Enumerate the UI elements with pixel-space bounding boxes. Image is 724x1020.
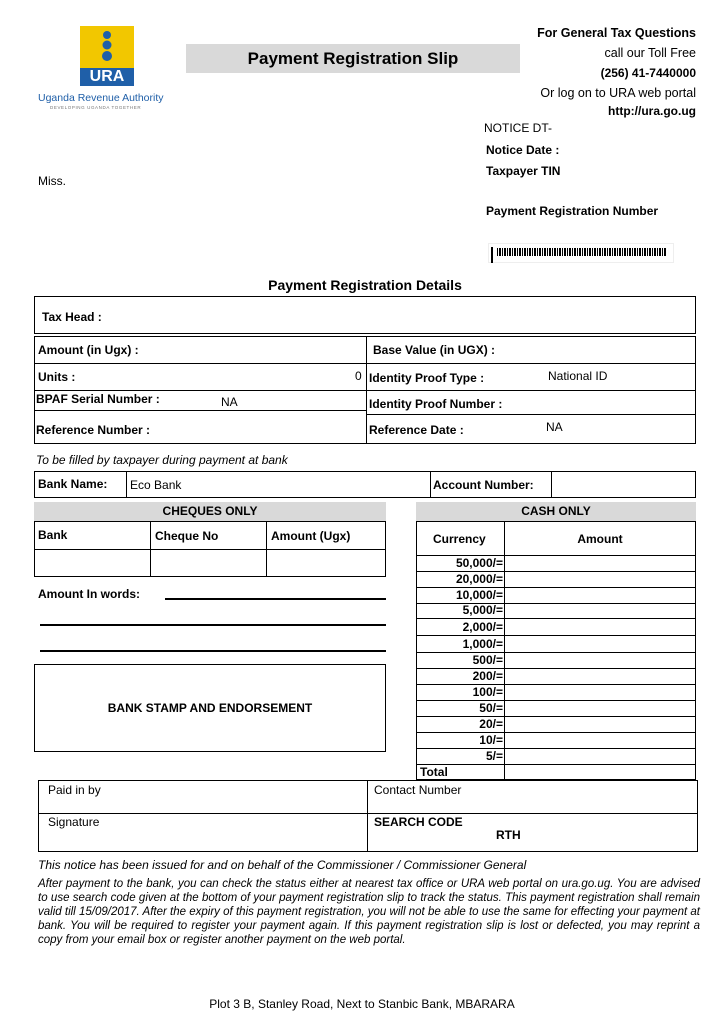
taxpayer-tin-label: Taxpayer TIN (486, 164, 561, 178)
footer-instructions: After payment to the bank, you can check the status either at nearest tax office or URA web portal on ura.go.ug. You are advised to use search code given at the bottom of your payment registration slip to track the status. This payment registration shall remain valid till 15/09/2017. After the expiry of this payment registration, you will not be able to use the same for effecting your payment at bank. You will be required to register your payment again. If this payment registration slip is lost or defected, you may reprint a copy from your email box or register another payment on the web portal. (38, 878, 700, 946)
details-heading: Payment Registration Details (268, 277, 462, 293)
cash-row-divider (416, 618, 696, 619)
barcode-icon (489, 244, 675, 264)
cash-denomination: 5/= (485, 749, 503, 763)
id-proof-number-label: Identity Proof Number : (369, 397, 503, 411)
cash-denomination: 5,000/= (462, 603, 503, 617)
addressee-salutation: Miss. (38, 174, 66, 188)
reference-date-value: NA (546, 420, 563, 434)
notice-issued: This notice has been issued for and on behalf of the Commissioner / Commissioner General (38, 858, 527, 872)
ura-logo (36, 26, 176, 112)
tax-head-row (34, 296, 696, 334)
contact-number-label: Contact Number (374, 783, 462, 797)
notice-date-label: Notice Date : (486, 143, 560, 157)
tax-head-label: Tax Head : (42, 310, 102, 324)
amount-in-words-label: Amount In words: (38, 587, 140, 601)
logo-org-name: Uganda Revenue Authority (38, 92, 164, 104)
cash-col-amount: Amount (577, 532, 623, 546)
cheques-col-amount: Amount (Ugx) (271, 529, 351, 543)
taxpayer-note: To be filled by taxpayer during payment at bank (36, 453, 288, 467)
barcode (488, 243, 674, 263)
contact-heading: For General Tax Questions (537, 26, 696, 40)
cash-denomination: 200/= (472, 669, 503, 683)
search-code-label: SEARCH CODE (374, 815, 463, 829)
bank-stamp-label: BANK STAMP AND ENDORSEMENT (107, 701, 313, 715)
logo-tagline: DEVELOPING UGANDA TOGETHER (50, 105, 142, 110)
reference-date-label: Reference Date : (369, 423, 464, 437)
cash-denomination: 20,000/= (455, 572, 503, 586)
account-number-label: Account Number: (433, 478, 534, 492)
contact-line1: call our Toll Free (604, 46, 696, 60)
bpaf-label: BPAF Serial Number : (36, 392, 160, 406)
units-label: Units : (38, 370, 76, 384)
prn-label: Payment Registration Number (486, 204, 659, 218)
contact-url: http://ura.go.ug (608, 104, 696, 118)
units-value: 0 (355, 369, 362, 383)
reference-number-label: Reference Number : (36, 423, 151, 437)
search-code-value: RTH (496, 828, 521, 842)
cash-denomination: 20/= (479, 717, 503, 731)
cash-total-label: Total (420, 765, 448, 779)
cash-denomination: 500/= (472, 653, 503, 667)
signature-label: Signature (48, 815, 100, 829)
cash-denomination: 50/= (479, 701, 503, 715)
page-title: Payment Registration Slip (186, 44, 520, 73)
bank-name-value: Eco Bank (130, 478, 182, 492)
cheques-col-number: Cheque No (155, 529, 219, 543)
contact-line3: Or log on to URA web portal (540, 86, 696, 100)
cash-denomination: 1,000/= (462, 637, 503, 651)
cash-heading: CASH ONLY (416, 502, 696, 521)
cash-denomination: 100/= (472, 685, 503, 699)
paid-in-by-label: Paid in by (48, 783, 101, 797)
id-proof-type-value: National ID (548, 369, 608, 383)
bpaf-value: NA (221, 395, 238, 409)
cash-col-currency: Currency (433, 532, 486, 546)
base-value-label: Base Value (in UGX) : (373, 343, 496, 357)
amount-label: Amount (in Ugx) : (38, 343, 139, 357)
cheques-col-bank: Bank (38, 528, 68, 542)
cash-denomination: 10,000/= (455, 588, 503, 602)
cash-denomination: 2,000/= (462, 620, 503, 634)
cash-row-divider (416, 635, 696, 636)
logo-text: URA (89, 68, 125, 85)
notice-dt: NOTICE DT- (484, 121, 552, 135)
cash-denomination: 10/= (479, 733, 503, 747)
cheques-heading: CHEQUES ONLY (34, 502, 386, 521)
contact-phone: (256) 41-7440000 (600, 66, 696, 80)
id-proof-type-label: Identity Proof Type : (369, 371, 485, 385)
signoff-table (38, 780, 698, 852)
footer-address: Plot 3 B, Stanley Road, Next to Stanbic Bank, MBARARA (209, 997, 515, 1011)
bank-name-label: Bank Name: (38, 477, 108, 491)
cash-denomination: 50,000/= (455, 556, 503, 570)
